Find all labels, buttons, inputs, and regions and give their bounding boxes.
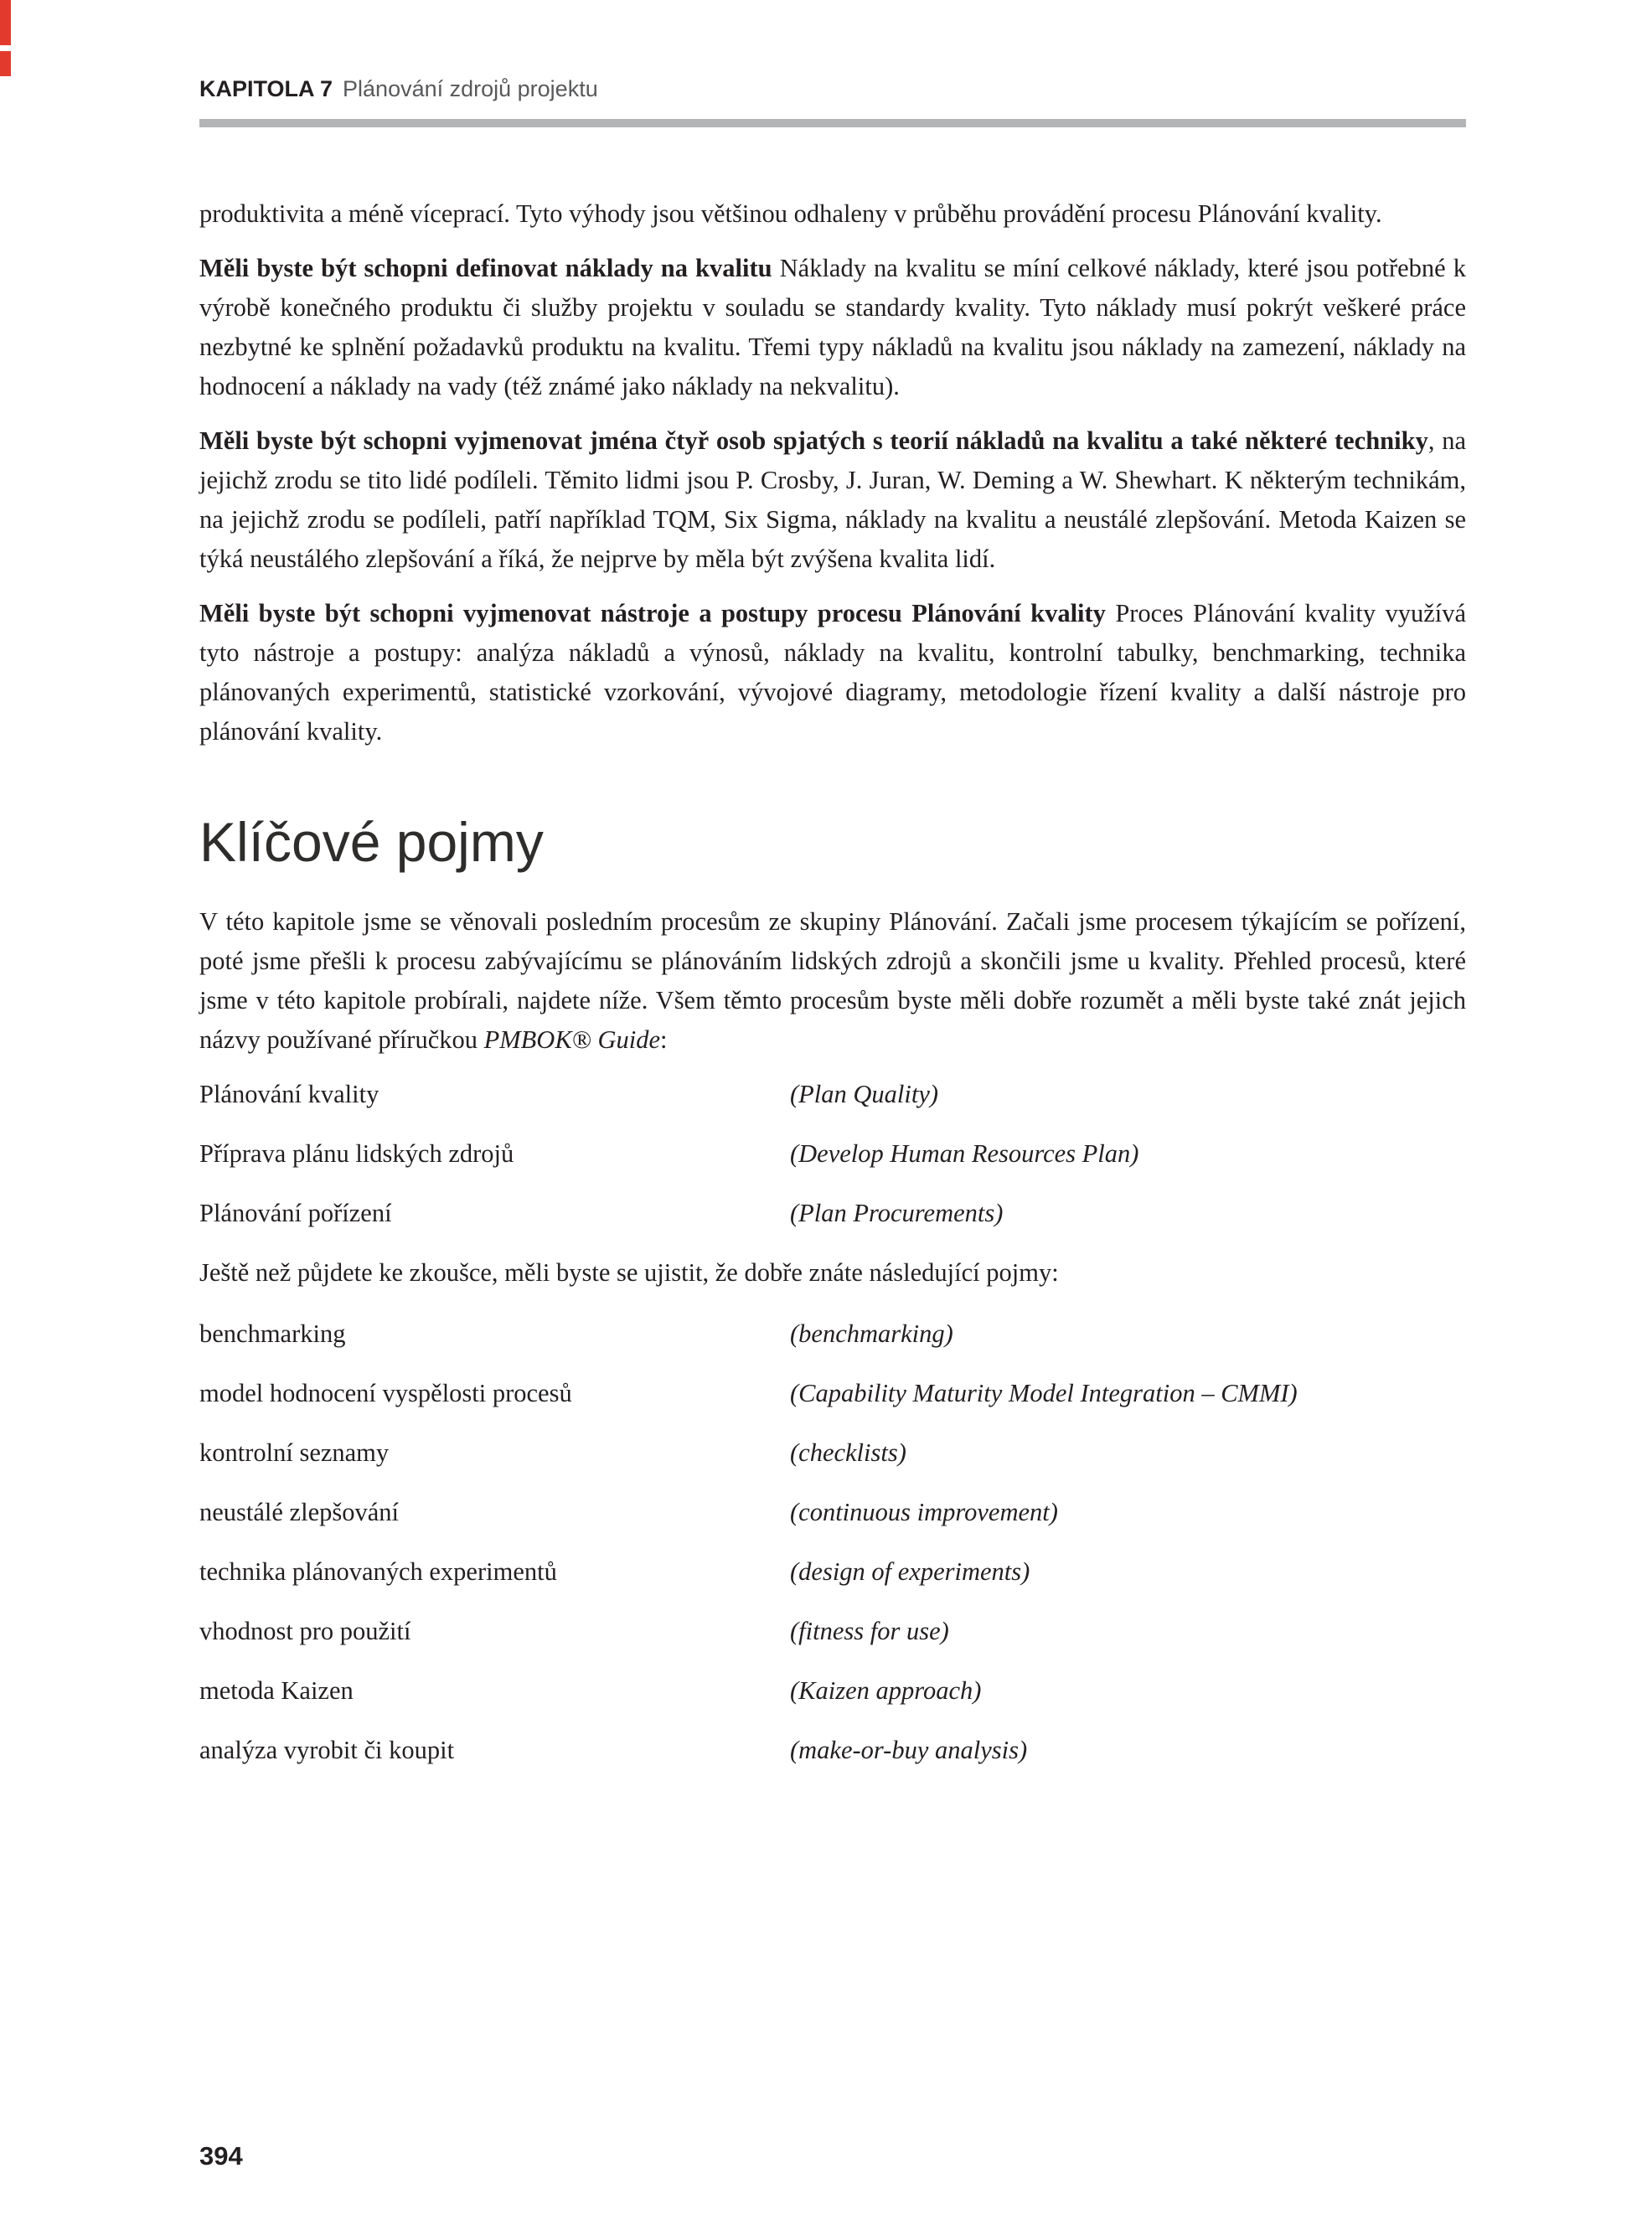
edge-tab-segment: [0, 0, 11, 45]
term-label: neustálé zlepšování: [199, 1498, 399, 1526]
page-content: [199, 194, 1466, 1790]
term-label: metoda Kaizen: [199, 1676, 354, 1705]
page-number: 394: [199, 2141, 243, 2171]
process-row: [199, 1075, 1466, 1114]
process-term: Plánování pořízení: [199, 1199, 392, 1227]
term-translation: (make-or-buy analysis): [790, 1736, 1028, 1764]
term-translation: (checklists): [790, 1438, 906, 1467]
term-translation: (Capability Maturity Model Integration – CMMI): [790, 1379, 1298, 1407]
header-rule: [199, 119, 1466, 127]
process-translation: (Plan Quality): [790, 1080, 939, 1108]
term-label: vhodnost pro použití: [199, 1617, 411, 1645]
paragraph-1: [199, 194, 1466, 234]
section-intro-suffix: :: [660, 1025, 668, 1054]
paragraph-2: [199, 249, 1466, 406]
paragraph-text: Náklady na kvalitu se míní celkové náklady, které jsou potřebné k výrobě konečného produktu či služby projektu v souladu se standardy kvality. Tyto náklady musí pokrýt veškeré práce nezbytné ke splnění požadavků produktu na kvalitu. Třemi typy nákladů na kvalitu jsou náklady na zamezení, náklady na hodnocení a náklady na vady (též známé jako náklady na nekvalitu).: [199, 254, 1466, 400]
page-header: [199, 75, 1466, 127]
chapter-title: Plánování zdrojů projektu: [343, 76, 598, 101]
process-term: Plánování kvality: [199, 1080, 379, 1108]
term-translation: (benchmarking): [790, 1319, 953, 1348]
paragraph-text: produktivita a méně víceprací. Tyto výhody jsou většinou odhaleny v průběhu provádění procesu Plánování kvality.: [199, 199, 1382, 228]
paragraph-lead-in: Měli byste být schopni vyjmenovat jména čtyř osob spjatých s teorií nákladů na kvalitu a také některé techniky: [199, 426, 1428, 455]
term-translation: (continuous improvement): [790, 1498, 1058, 1526]
terms-intro: Ještě než půjdete ke zkoušce, měli byste se ujistit, že dobře znáte následující pojmy:: [199, 1258, 1059, 1287]
edge-tab-segment: [0, 51, 11, 76]
term-row: [199, 1552, 1466, 1592]
process-term: Příprava plánu lidských zdrojů: [199, 1139, 514, 1168]
term-row: [199, 1374, 1466, 1413]
term-row: [199, 1314, 1466, 1354]
process-list: [199, 1075, 1466, 1233]
term-label: analýza vyrobit či koupit: [199, 1736, 455, 1764]
term-label: model hodnocení vyspělosti procesů: [199, 1379, 572, 1407]
term-label: benchmarking: [199, 1319, 346, 1348]
term-translation: (design of experiments): [790, 1557, 1030, 1586]
running-head: [199, 75, 1466, 102]
process-translation: (Develop Human Resources Plan): [790, 1139, 1139, 1168]
term-row: [199, 1612, 1466, 1651]
process-translation: (Plan Procurements): [790, 1199, 1004, 1227]
process-row: [199, 1134, 1466, 1174]
term-row: [199, 1671, 1466, 1711]
terms-list: [199, 1314, 1466, 1770]
chapter-edge-tab: [0, 0, 11, 76]
term-translation: (fitness for use): [790, 1617, 949, 1645]
term-translation: (Kaizen approach): [790, 1676, 982, 1705]
term-label: kontrolní seznamy: [199, 1438, 390, 1467]
term-label: technika plánovaných experimentů: [199, 1557, 557, 1586]
paragraph-text: Proces Plánování kvality využívá tyto nástroje a postupy: analýza nákladů a výnosů, náklady na kvalitu, kontrolní tabulky, benchmarking, technika plánovaných experimentů, statistické vzorkování, vývojové diagramy, metodologie řízení kvality a další nástroje pro plánování kvality.: [199, 599, 1466, 746]
chapter-label: KAPITOLA 7: [199, 76, 333, 101]
paragraph-4: [199, 594, 1466, 751]
paragraph-lead-in: Měli byste být schopni vyjmenovat nástroje a postupy procesu Plánování kvality: [199, 599, 1106, 627]
process-row: [199, 1194, 1466, 1233]
paragraph-lead-in: Měli byste být schopni definovat náklady na kvalitu: [199, 254, 772, 282]
paragraph-text: , na jejichž zrodu se tito lidé podíleli. Těmito lidmi jsou P. Crosby, J. Juran, W. Deming a W. Shewhart. K některým technikám, na jejichž zrodu se podíleli, patří například TQM, Six Sigma, náklady na kvalitu a neustálé zlepšování. Metoda Kaizen se týká neustálého zlepšování a říká, že nejprve by měla být zvýšena kvalita lidí.: [199, 426, 1466, 573]
section-title: Klíčové pojmy: [199, 811, 544, 873]
paragraph-3: [199, 421, 1466, 579]
term-row: [199, 1433, 1466, 1473]
term-row: [199, 1493, 1466, 1532]
pmbok-guide-reference: PMBOK® Guide: [483, 1025, 660, 1054]
term-row: [199, 1731, 1466, 1770]
section-intro: [199, 902, 1466, 1060]
section-intro-text: V této kapitole jsme se věnovali posledním procesům ze skupiny Plánování. Začali jsme procesem týkajícím se pořízení, poté jsme přešli k procesu zabývajícímu se plánováním lidských zdrojů a skončili jsme u kvality. Přehled procesů, které jsme v této kapitole probírali, najdete níže. Všem těmto procesům byste měli dobře rozumět a měli byste také znát jejich názvy používané příručkou: [199, 907, 1466, 1054]
